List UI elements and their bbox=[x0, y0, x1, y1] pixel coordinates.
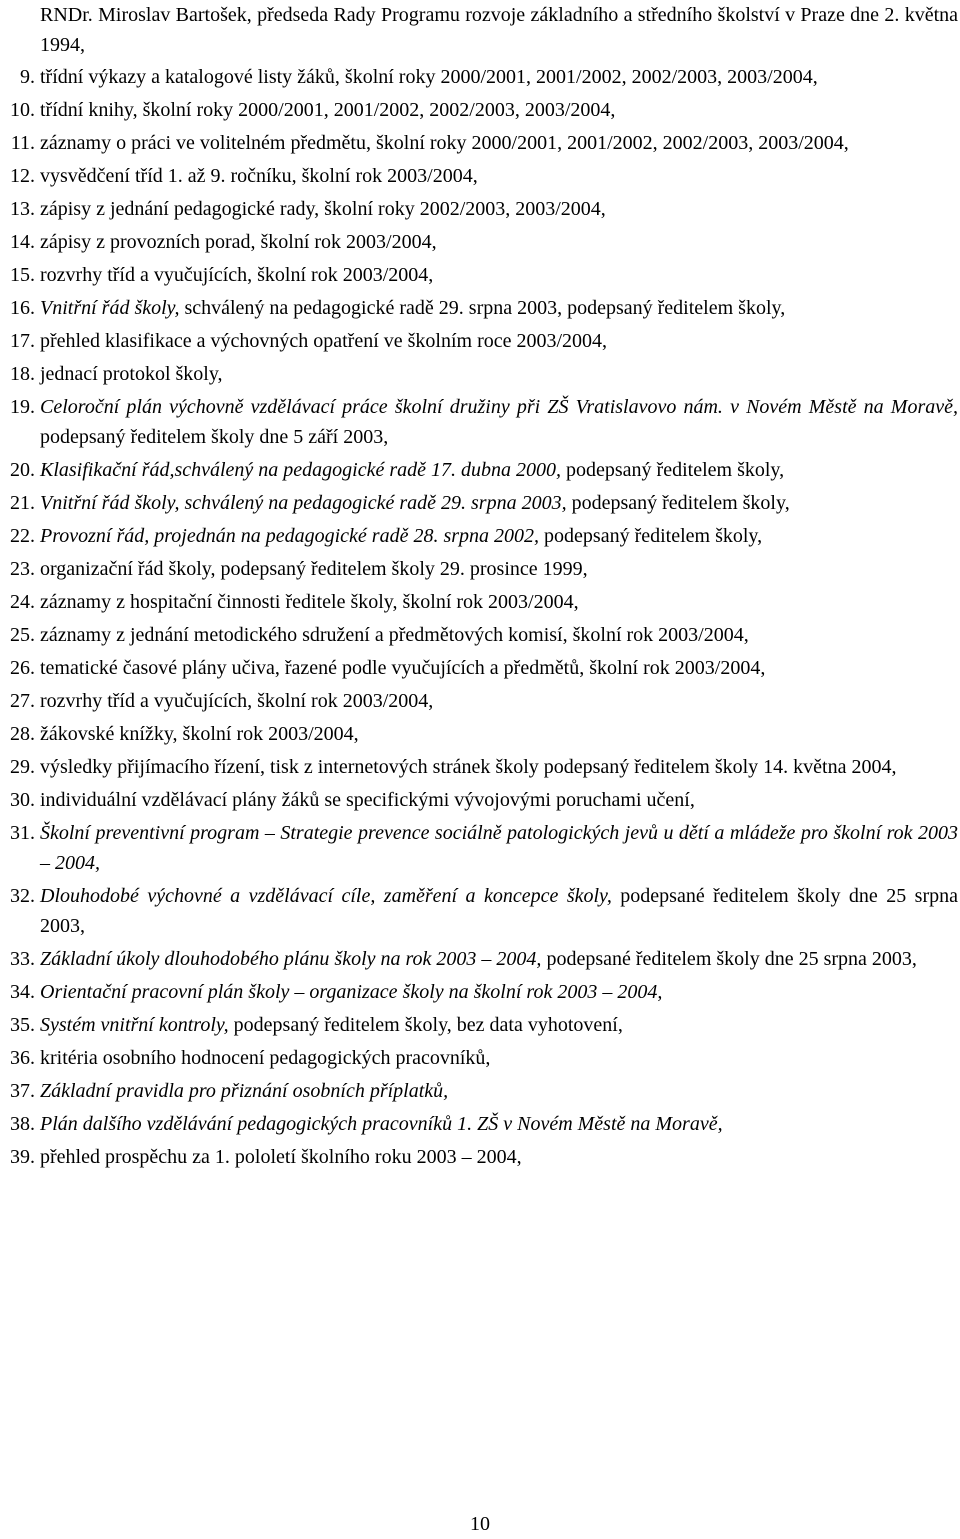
list-item-number: 31. bbox=[10, 822, 35, 844]
list-item-text bbox=[40, 521, 958, 551]
text: podepsaný ředitelem školy, bbox=[561, 459, 785, 481]
text: kritéria osobního hodnocení pedagogických pracovníků, bbox=[40, 1047, 491, 1069]
list-item-text bbox=[40, 62, 958, 92]
list-item-text bbox=[40, 227, 958, 257]
list-item-number: 18. bbox=[10, 363, 35, 385]
italic-text: Systém vnitřní kontroly, bbox=[40, 1014, 229, 1036]
list-item-number: 15. bbox=[10, 264, 35, 286]
document-list bbox=[0, 62, 960, 1175]
list-item-text bbox=[40, 1043, 958, 1073]
list-item-text bbox=[40, 977, 958, 1007]
list-item-text bbox=[40, 455, 958, 485]
list-item-number: 38. bbox=[10, 1113, 35, 1135]
list-item-number: 25. bbox=[10, 624, 35, 646]
list-item bbox=[0, 128, 960, 158]
italic-text: Vnitřní řád školy, bbox=[40, 297, 180, 319]
list-item-text bbox=[40, 719, 958, 749]
list-item bbox=[0, 881, 960, 941]
list-item-number: 30. bbox=[10, 789, 35, 811]
list-item bbox=[0, 752, 960, 782]
text: organizační řád školy, podepsaný ředitelem školy 29. prosince 1999, bbox=[40, 558, 588, 580]
text: záznamy o práci ve volitelném předmětu, školní roky 2000/2001, 2001/2002, 2002/2003, 2003/2004, bbox=[40, 132, 849, 154]
list-item bbox=[0, 293, 960, 323]
list-item-text bbox=[40, 488, 958, 518]
list-item-number: 23. bbox=[10, 558, 35, 580]
list-item bbox=[0, 95, 960, 125]
list-item-number: 12. bbox=[10, 165, 35, 187]
list-item bbox=[0, 326, 960, 356]
text: rozvrhy tříd a vyučujících, školní rok 2003/2004, bbox=[40, 690, 434, 712]
text: rozvrhy tříd a vyučujících, školní rok 2003/2004, bbox=[40, 264, 434, 286]
italic-text: Dlouhodobé výchovné a vzdělávací cíle, zaměření a koncepce školy, bbox=[40, 885, 612, 907]
list-item bbox=[0, 587, 960, 617]
list-item-number: 33. bbox=[10, 948, 35, 970]
list-item-text bbox=[40, 1109, 958, 1139]
text: přehled prospěchu za 1. pololetí školního roku 2003 – 2004, bbox=[40, 1146, 522, 1168]
text: záznamy z hospitační činnosti ředitele školy, školní rok 2003/2004, bbox=[40, 591, 579, 613]
italic-text: Základní úkoly dlouhodobého plánu školy na rok 2003 – 2004, bbox=[40, 948, 542, 970]
text: podepsané ředitelem školy dne 25 srpna 2003, bbox=[541, 948, 917, 970]
text: třídní výkazy a katalogové listy žáků, školní roky 2000/2001, 2001/2002, 2002/2003, 2003/2004, bbox=[40, 66, 818, 88]
list-item bbox=[0, 161, 960, 191]
list-item-text bbox=[40, 95, 958, 125]
list-item-text bbox=[40, 194, 958, 224]
list-item-text bbox=[40, 260, 958, 290]
list-item-text bbox=[40, 161, 958, 191]
list-item-number: 13. bbox=[10, 198, 35, 220]
list-item-number: 35. bbox=[10, 1014, 35, 1036]
list-item bbox=[0, 1109, 960, 1139]
list-item-number: 9. bbox=[20, 66, 35, 88]
text: podepsané ředitelem školy dne 25 srpna 2003, bbox=[40, 885, 958, 937]
italic-text: Plán dalšího vzdělávání pedagogických pracovníků 1. ZŠ v Novém Městě na Moravě, bbox=[40, 1113, 723, 1135]
text: zápisy z jednání pedagogické rady, školní roky 2002/2003, 2003/2004, bbox=[40, 198, 606, 220]
list-item bbox=[0, 62, 960, 92]
text: individuální vzdělávací plány žáků se specifickými vývojovými poruchami učení, bbox=[40, 789, 695, 811]
text: vysvědčení tříd 1. až 9. ročníku, školní rok 2003/2004, bbox=[40, 165, 478, 187]
list-item bbox=[0, 488, 960, 518]
list-item bbox=[0, 719, 960, 749]
list-item bbox=[0, 1142, 960, 1172]
text: přehled klasifikace a výchovných opatření ve školním roce 2003/2004, bbox=[40, 330, 608, 352]
text: podepsaný ředitelem školy, bbox=[566, 492, 790, 514]
text: schválený na pedagogické radě 29. srpna 2003, podepsaný ředitelem školy, bbox=[179, 297, 786, 319]
list-item-number: 11. bbox=[10, 132, 35, 154]
list-item-number: 24. bbox=[10, 591, 35, 613]
list-item-text bbox=[40, 620, 958, 650]
list-item-number: 34. bbox=[10, 981, 35, 1003]
list-item-text bbox=[40, 587, 958, 617]
italic-text: Provozní řád, projednán na pedagogické radě 28. srpna 2002, bbox=[40, 525, 540, 547]
list-item-number: 36. bbox=[10, 1047, 35, 1069]
list-item-number: 20. bbox=[10, 459, 35, 481]
list-item bbox=[0, 653, 960, 683]
text: zápisy z provozních porad, školní rok 2003/2004, bbox=[40, 231, 437, 253]
italic-text: Klasifikační řád,schválený na pedagogické radě 17. dubna 2000, bbox=[40, 459, 562, 481]
intro-paragraph: RNDr. Miroslav Bartošek, předseda Rady Programu rozvoje základního a středního školství v Praze dne 2. května 1994, bbox=[40, 4, 958, 56]
list-item-number: 17. bbox=[10, 330, 35, 352]
list-item bbox=[0, 1076, 960, 1106]
list-item bbox=[0, 554, 960, 584]
list-item bbox=[0, 1010, 960, 1040]
list-item-text bbox=[40, 1076, 958, 1106]
list-item-number: 26. bbox=[10, 657, 35, 679]
list-item bbox=[0, 392, 960, 452]
list-item bbox=[0, 521, 960, 551]
list-item bbox=[0, 686, 960, 716]
italic-text: Orientační pracovní plán školy – organizace školy na školní rok 2003 – 2004, bbox=[40, 981, 663, 1003]
text: žákovské knížky, školní rok 2003/2004, bbox=[40, 723, 359, 745]
list-item-text bbox=[40, 881, 958, 941]
text: podepsaný ředitelem školy, bbox=[539, 525, 763, 547]
list-item bbox=[0, 359, 960, 389]
list-item bbox=[0, 944, 960, 974]
list-item-text bbox=[40, 359, 958, 389]
text: podepsaný ředitelem školy, bez data vyhotovení, bbox=[228, 1014, 623, 1036]
italic-text: Vnitřní řád školy, schválený na pedagogické radě 29. srpna 2003, bbox=[40, 492, 567, 514]
list-item-text bbox=[40, 686, 958, 716]
list-item-text bbox=[40, 653, 958, 683]
list-item-number: 19. bbox=[10, 396, 35, 418]
list-item-number: 28. bbox=[10, 723, 35, 745]
list-item-text bbox=[40, 1142, 958, 1172]
list-item bbox=[0, 1043, 960, 1073]
text: jednací protokol školy, bbox=[40, 363, 223, 385]
italic-text: Školní preventivní program – Strategie prevence sociálně patologických jevů u dětí a mládeže pro školní rok 2003 – 2004, bbox=[40, 822, 958, 874]
list-item bbox=[0, 785, 960, 815]
list-item bbox=[0, 977, 960, 1007]
list-item-number: 21. bbox=[10, 492, 35, 514]
text: výsledky přijímacího řízení, tisk z internetových stránek školy podepsaný ředitelem školy 14. května 2004, bbox=[40, 756, 897, 778]
list-item-text bbox=[40, 1010, 958, 1040]
italic-text: Základní pravidla pro přiznání osobních příplatků, bbox=[40, 1080, 449, 1102]
list-item-number: 10. bbox=[10, 99, 35, 121]
list-item bbox=[0, 260, 960, 290]
list-item-text bbox=[40, 785, 958, 815]
list-item-text bbox=[40, 944, 958, 974]
list-item-text bbox=[40, 818, 958, 878]
list-item-number: 32. bbox=[10, 885, 35, 907]
list-item-number: 37. bbox=[10, 1080, 35, 1102]
list-item-text bbox=[40, 554, 958, 584]
list-item-number: 29. bbox=[10, 756, 35, 778]
list-item-text bbox=[40, 293, 958, 323]
list-item bbox=[0, 227, 960, 257]
list-item-number: 16. bbox=[10, 297, 35, 319]
list-item-text bbox=[40, 752, 958, 782]
text: podepsaný ředitelem školy dne 5 září 2003, bbox=[40, 426, 389, 448]
list-item bbox=[0, 194, 960, 224]
list-item bbox=[0, 818, 960, 878]
list-item bbox=[0, 455, 960, 485]
list-item-number: 22. bbox=[10, 525, 35, 547]
list-item-number: 14. bbox=[10, 231, 35, 253]
list-item-text bbox=[40, 128, 958, 158]
list-item-text bbox=[40, 326, 958, 356]
text: tematické časové plány učiva, řazené podle vyučujících a předmětů, školní rok 2003/2004, bbox=[40, 657, 766, 679]
list-item-number: 39. bbox=[10, 1146, 35, 1168]
text: třídní knihy, školní roky 2000/2001, 2001/2002, 2002/2003, 2003/2004, bbox=[40, 99, 616, 121]
list-item-number: 27. bbox=[10, 690, 35, 712]
list-item-text bbox=[40, 392, 958, 452]
text: záznamy z jednání metodického sdružení a předmětových komisí, školní rok 2003/2004, bbox=[40, 624, 749, 646]
italic-text: Celoroční plán výchovně vzdělávací práce školní družiny při ZŠ Vratislavovo nám. v Novém Městě na Moravě, bbox=[40, 396, 958, 418]
page-number: 10 bbox=[470, 1513, 490, 1535]
list-item bbox=[0, 620, 960, 650]
